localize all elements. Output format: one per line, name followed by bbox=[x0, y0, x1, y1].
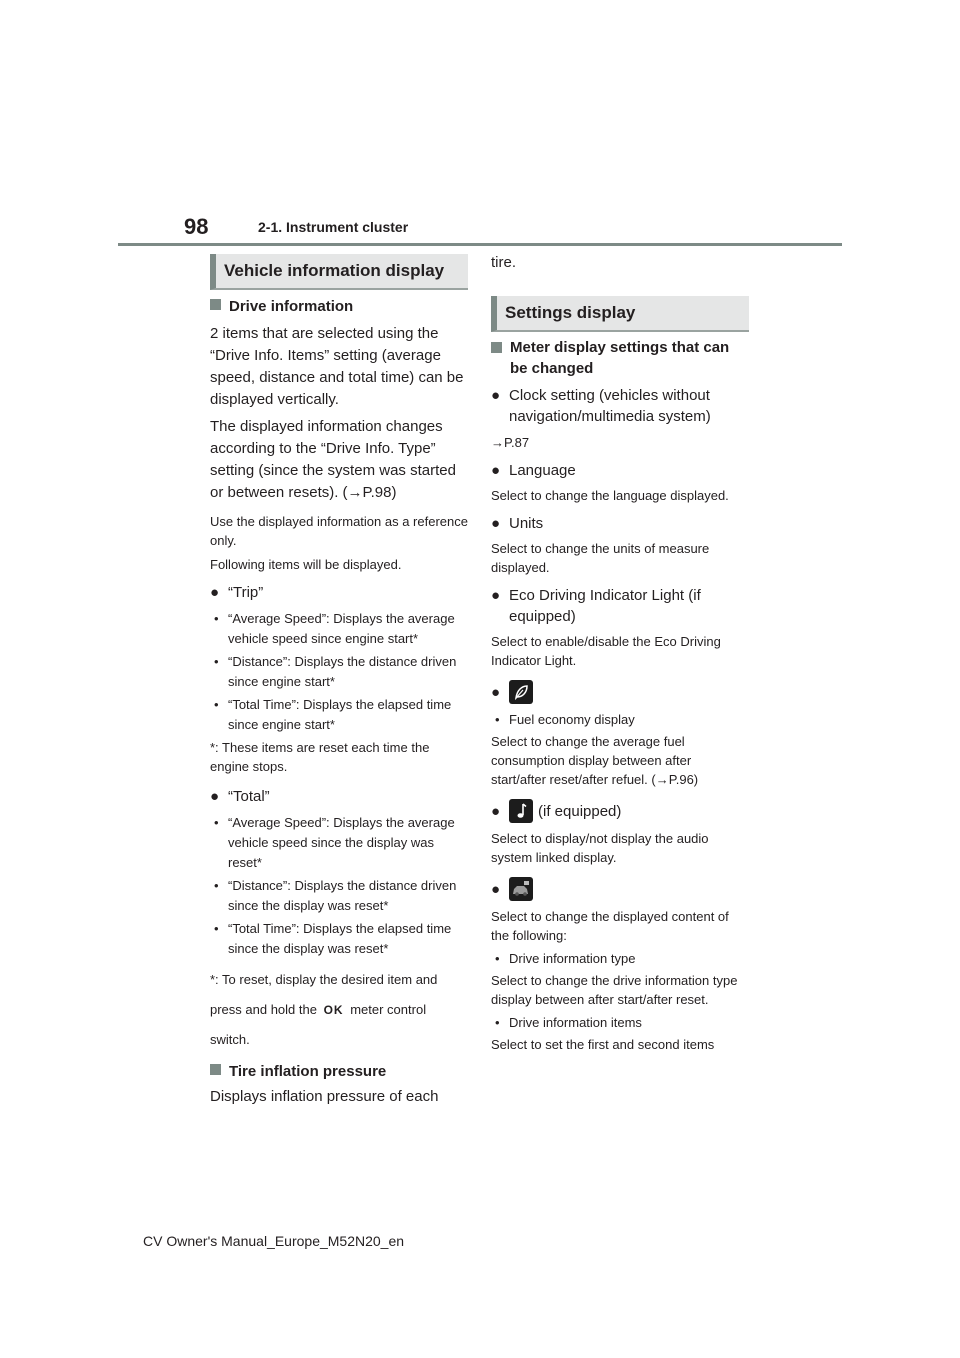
vehicle-info-heading: Vehicle information display bbox=[210, 254, 468, 290]
list-item: • Fuel economy display bbox=[495, 712, 635, 727]
list-item: • “Average Speed”: Displays the average vehicle speed since engine start* bbox=[214, 611, 455, 646]
clock-ref: →P.87 bbox=[491, 435, 530, 450]
fuel-icon-bullet: ● bbox=[491, 680, 749, 704]
tire-title: Tire inflation pressure bbox=[210, 1061, 468, 1082]
drive-info-p2: The displayed information changes according to the “Drive Info. Type” setting (since the system was started or between resets). (→P.98) bbox=[210, 418, 456, 501]
car-info-icon bbox=[509, 877, 533, 901]
units-bullet: ● Units bbox=[491, 515, 544, 532]
leaf-icon bbox=[509, 680, 533, 704]
tire-text: Displays inflation pressure of each bbox=[210, 1088, 439, 1105]
trip-footnote: *: These items are reset each time the engine stops. bbox=[210, 740, 430, 774]
header-rule bbox=[118, 243, 842, 246]
car-icon-bullet: ● bbox=[491, 877, 749, 901]
total-bullet: ● “Total” bbox=[210, 788, 270, 805]
footer: CV Owner's Manual_Europe_M52N20_en bbox=[143, 1233, 405, 1249]
list-item: • “Total Time”: Displays the elapsed time since the display was reset* bbox=[214, 921, 452, 956]
audio-desc: Select to display/not display the audio system linked display. bbox=[491, 831, 709, 865]
units-desc: Select to change the units of measure displayed. bbox=[491, 541, 710, 575]
trip-bullet: ● “Trip” bbox=[210, 584, 264, 601]
list-item: • “Average Speed”: Displays the average vehicle speed since the display was reset* bbox=[214, 815, 455, 870]
page-number: 98 bbox=[184, 214, 209, 239]
settings-display-heading: Settings display bbox=[491, 296, 749, 332]
list-item: • “Distance”: Displays the distance driven since the display was reset* bbox=[214, 878, 457, 913]
right-column bbox=[491, 337, 749, 1054]
drive-items-desc: Select to set the first and second items bbox=[491, 1037, 715, 1052]
list-item: • “Total Time”: Displays the elapsed time since engine start* bbox=[214, 697, 452, 732]
tire-continued: tire. bbox=[491, 254, 517, 271]
clock-bullet: ● Clock setting (vehicles without navigation/multimedia system) bbox=[491, 387, 711, 425]
car-desc: Select to change the displayed content of the following: bbox=[491, 909, 729, 943]
fuel-desc: Select to change the average fuel consumption display between after start/after reset/after refuel. (→P.96) bbox=[491, 734, 699, 787]
list-item: • Drive information type bbox=[495, 951, 636, 966]
language-desc: Select to change the language displayed. bbox=[491, 488, 729, 503]
list-item: • “Distance”: Displays the distance driven since engine start* bbox=[214, 654, 457, 689]
ok-button-icon: OK bbox=[323, 1003, 344, 1017]
eco-bullet: ● Eco Driving Indicator Light (if equipped) bbox=[491, 587, 701, 625]
left-column bbox=[210, 296, 468, 1107]
list-item: • Drive information items bbox=[495, 1015, 642, 1030]
drive-info-p1: 2 items that are selected using the “Drive Info. Items” setting (average speed, distance and total time) can be displayed vertically. bbox=[210, 325, 464, 408]
total-footnote: *: To reset, display the desired item and press and hold the OK meter control switch. bbox=[210, 972, 438, 1047]
meter-settings-title: Meter display settings that can be changed bbox=[491, 337, 749, 379]
drive-info-title: Drive information bbox=[210, 296, 468, 317]
note-reference: Use the displayed information as a reference only. bbox=[210, 514, 468, 548]
note-following: Following items will be displayed. bbox=[210, 557, 402, 572]
audio-icon-bullet: ● (if equipped) bbox=[491, 799, 749, 823]
language-bullet: ● Language bbox=[491, 462, 576, 479]
section-title: 2-1. Instrument cluster bbox=[258, 219, 409, 235]
eco-desc: Select to enable/disable the Eco Driving Indicator Light. bbox=[491, 634, 721, 668]
music-note-icon bbox=[509, 799, 533, 823]
drive-type-desc: Select to change the drive information type display between after start/after reset. bbox=[491, 973, 738, 1007]
